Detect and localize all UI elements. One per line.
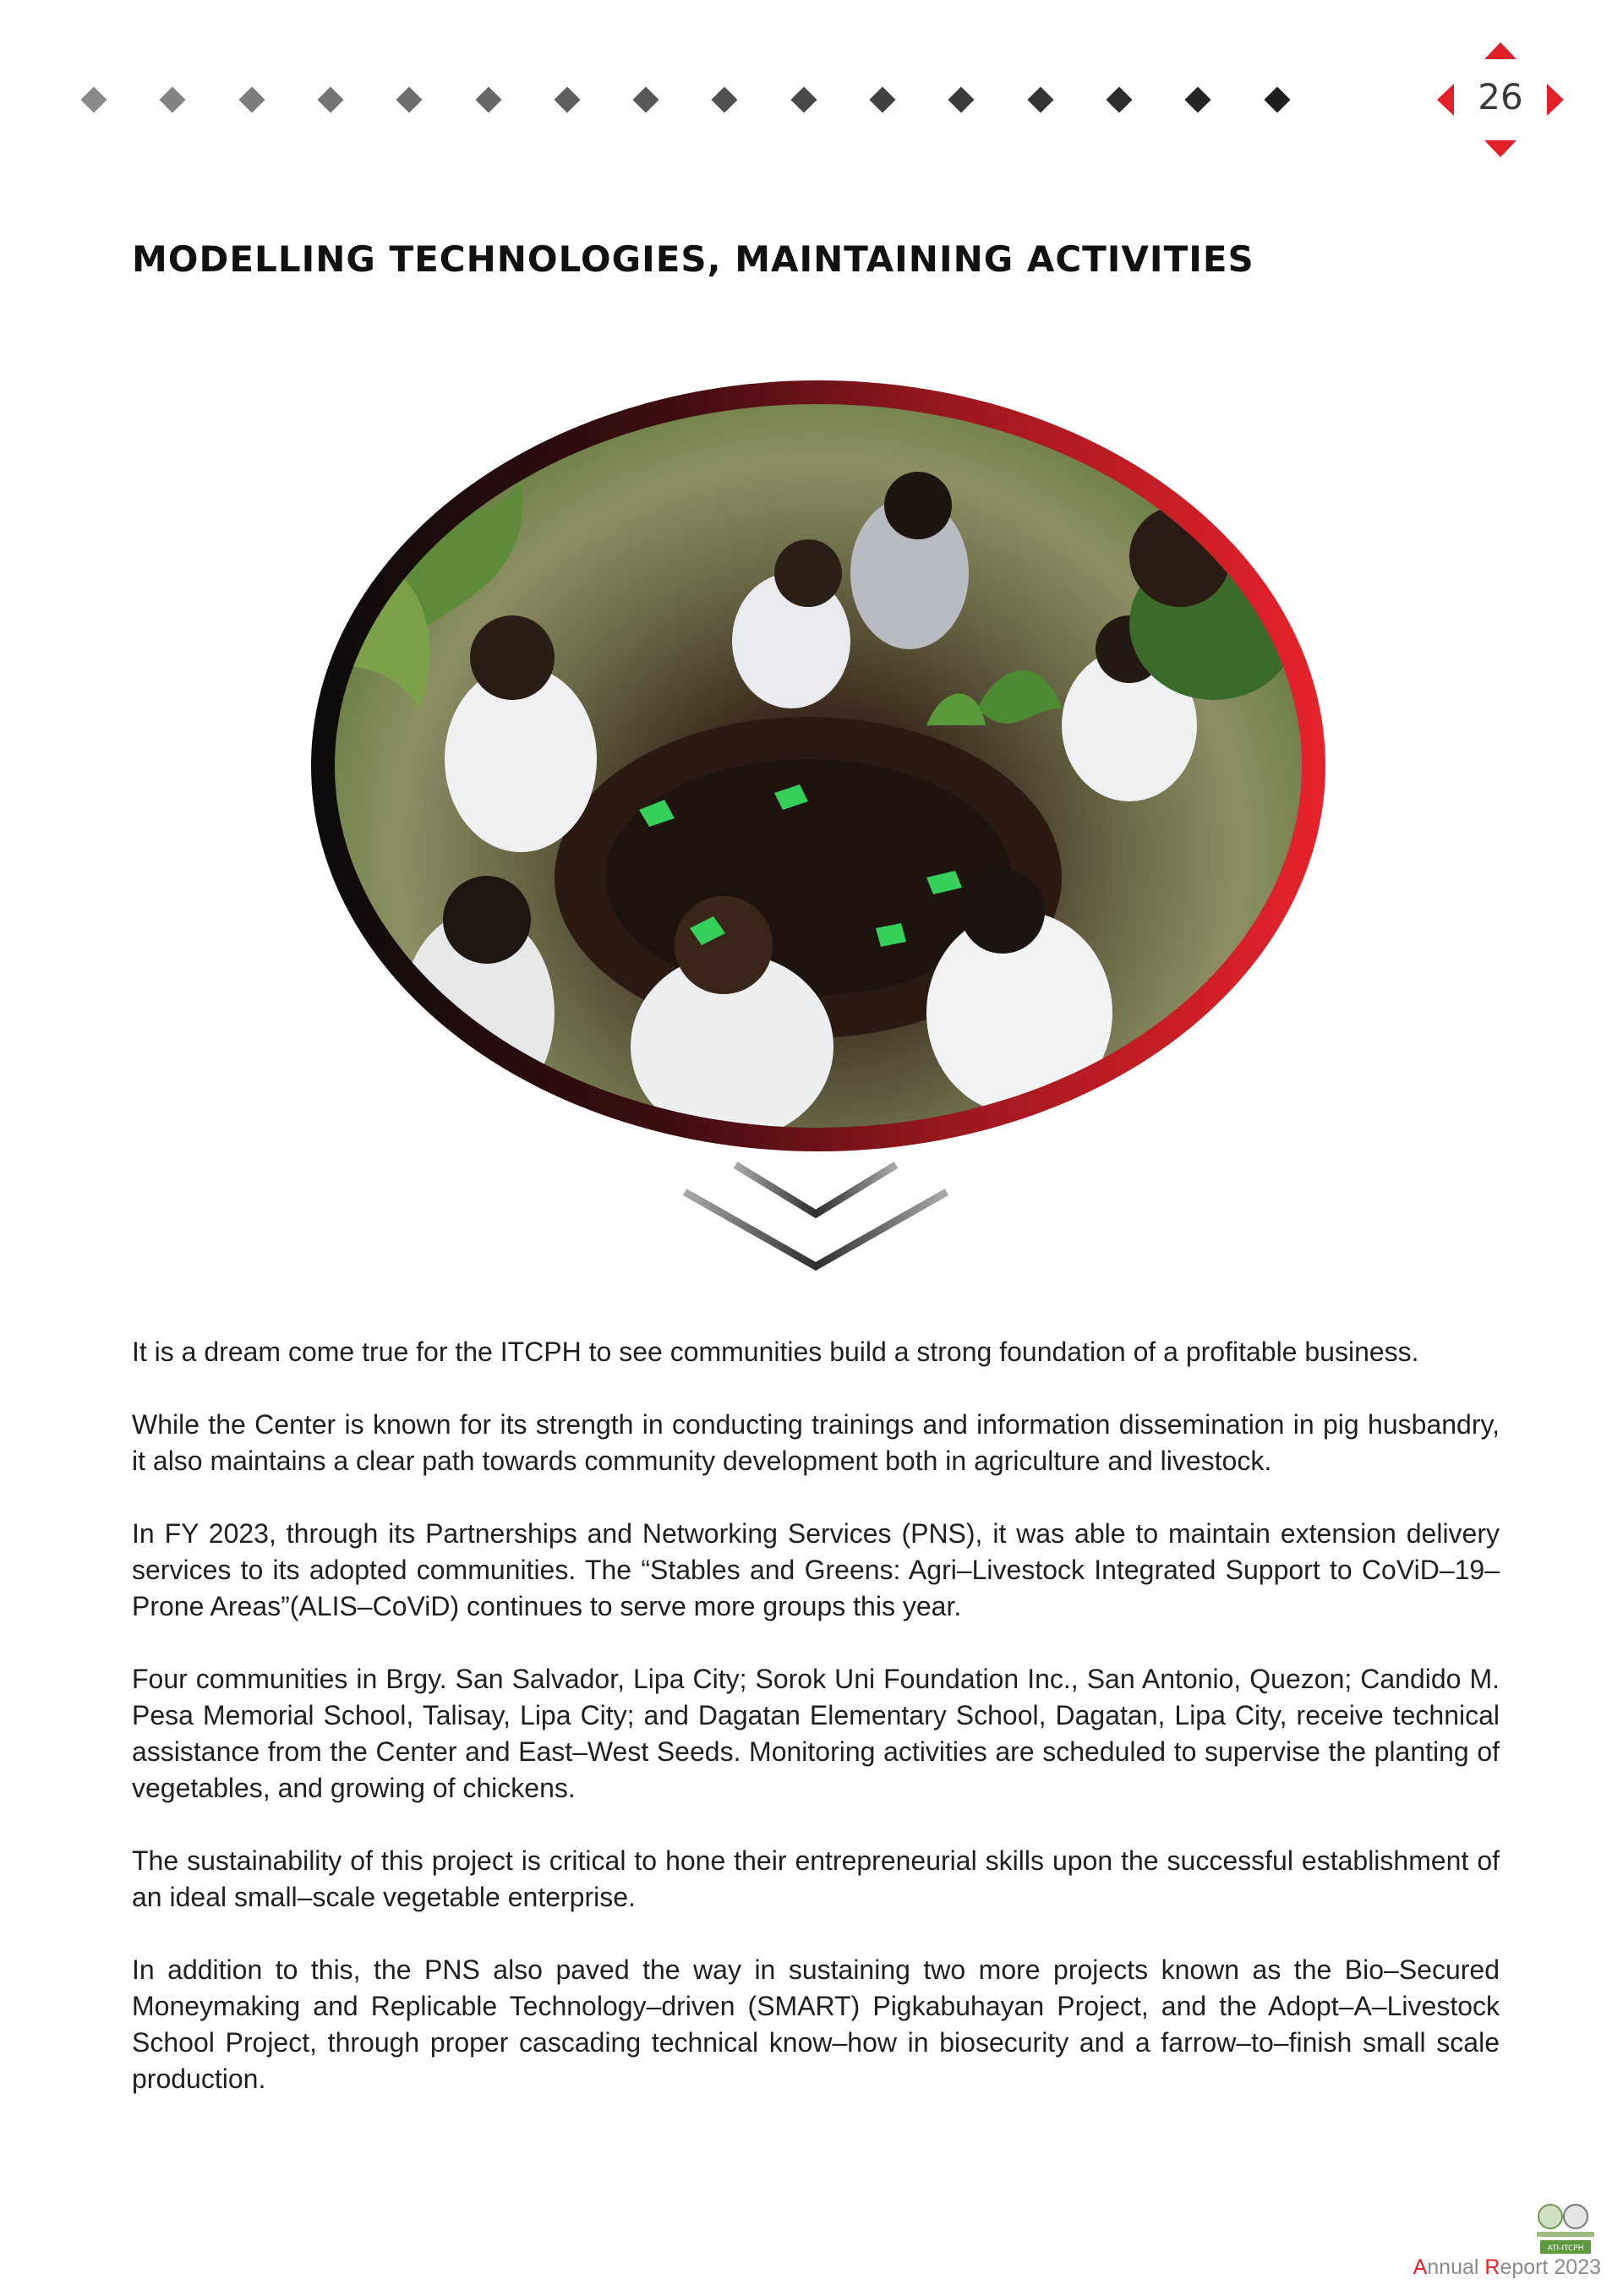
diamond-icon [80, 86, 107, 112]
section-title: MODELLING TECHNOLOGIES, MAINTAINING ACTIVITIES [132, 238, 1254, 280]
diamond-icon [1027, 86, 1053, 112]
paragraph: The sustainability of this project is critical to hone their entrepreneurial skills upon the successful establishment of an ideal small–scale vegetable enterprise. [132, 1845, 1500, 1912]
diamond-icon [317, 86, 343, 112]
photo-illustration [335, 404, 1302, 1128]
down-chevron-icon [676, 1156, 955, 1275]
diamond-icon [633, 86, 659, 112]
diamond-icon [238, 86, 265, 112]
page-number-indicator [1437, 41, 1564, 159]
ati-itcph-logo [1532, 2201, 1599, 2255]
arrow-down-icon [1484, 140, 1516, 157]
diamond-icon [554, 86, 580, 112]
diamond-icon [1264, 86, 1290, 112]
diamond-icon [869, 86, 895, 112]
photo-frame [311, 380, 1325, 1151]
report-footer: Annual Report 2023 [1413, 2255, 1601, 2279]
paragraph: While the Center is known for its strength in conducting trainings and information dissemination in pig husbandry, it also maintains a clear path towards community development both in agriculture and livestock. [132, 1409, 1500, 1476]
paragraph: In addition to this, the PNS also paved the way in sustaining two more projects known as the Bio–Secured Moneymaking and Replicable Technology–driven (SMART) Pigkabuhayan Project, and the Adopt–A–Livestock School Project, through proper cascading technical know–how in biosecurity and a farrow–to–finish small scale production. [132, 1954, 1500, 2094]
diamond-icon [1106, 86, 1132, 112]
children-gardening-photo [335, 404, 1302, 1128]
arrow-up-icon [1484, 42, 1516, 59]
paragraph: In FY 2023, through its Partnerships and Networking Services (PNS), it was able to maintain extension delivery services to its adopted communities. The “Stables and Greens: Agri–Livestock Integrated Support to CoViD–19–Prone Areas”(ALIS–CoViD) continues to serve more groups this year. [132, 1518, 1500, 1621]
diamond-icon [712, 86, 738, 112]
diamond-icon [160, 86, 186, 112]
paragraph: It is a dream come true for the ITCPH to see communities build a strong foundation of a profitable business. [132, 1337, 1419, 1367]
paragraph: Four communities in Brgy. San Salvador, Lipa City; Sorok Uni Foundation Inc., San Antonio, Quezon; Candido M. Pesa Memorial School, Talisay, Lipa City; and Dagatan Elementary School, Dagatan, Lipa City, receive technical assistance from the Center and East–West Seeds. Monitoring activities are scheduled to supervise the planting of vegetables, and growing of chickens. [132, 1664, 1500, 1803]
diamond-icon [948, 86, 975, 112]
arrow-right-icon [1547, 84, 1564, 116]
logo-label: ATI-ITCPH [1547, 2244, 1584, 2253]
decorative-diamond-row [85, 85, 1293, 115]
diamond-icon [790, 86, 817, 112]
page-number: 26 [1478, 76, 1523, 118]
diamond-icon [1185, 86, 1211, 112]
diamond-icon [475, 86, 501, 112]
body-text [132, 1334, 1500, 2134]
diamond-icon [396, 86, 423, 112]
